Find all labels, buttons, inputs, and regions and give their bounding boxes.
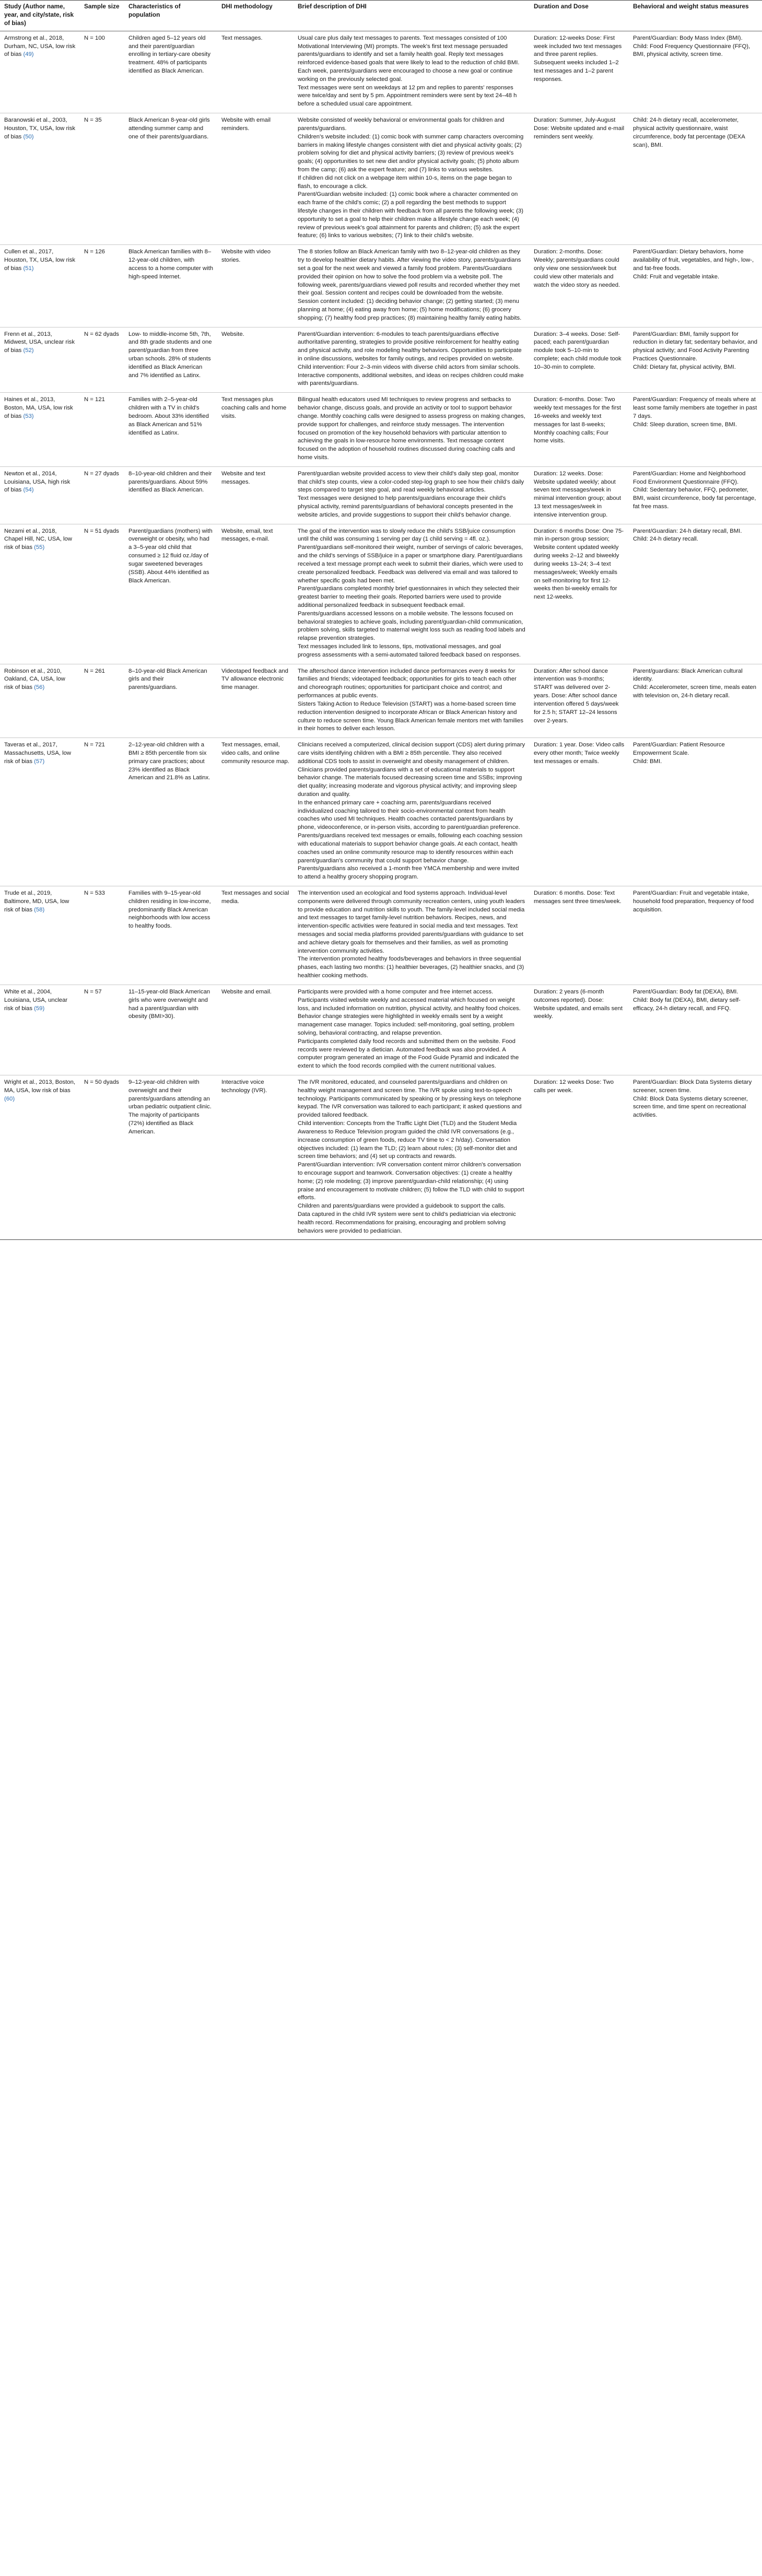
table-row — [0, 466, 762, 524]
header-population: Characteristics of population — [124, 1, 217, 31]
table-row — [0, 664, 762, 738]
description-paragraph: Each week, parents/guardians were encouraged to choose a new goal or continue working on the previously selected goal. — [298, 68, 513, 83]
header-dhi-methodology: DHI methodology — [217, 1, 294, 31]
cell-dhi-description — [294, 327, 530, 393]
table-row — [0, 985, 762, 1075]
cell-dhi-methodology: Text messages plus coaching calls and home visits. — [217, 393, 294, 467]
cell-duration-dose: Duration: 6 months. Dose: Text messages sent three times/week. — [530, 886, 629, 985]
cell-population: Parent/guardians (mothers) with overweight or obesity, who had a 3–5-year old child that consumed ≥ 12 fluid oz./day of sugar sweetened beverages (SSB). About 44% identified as Black American. — [124, 524, 217, 664]
cell-study — [0, 466, 80, 524]
description-paragraph: The goal of the intervention was to slowly reduce the child's SSB/juice consumption until the child was consuming 1 serving per day (1 child serving = 4fl. oz.). — [298, 528, 515, 543]
cell-sample-size: N = 100 — [80, 31, 124, 113]
cell-measures: Parent/Guardian: 24-h dietary recall, BMI. Child: 24-h dietary recall. — [629, 524, 762, 664]
description-paragraph: Text messages were sent on weekdays at 12 pm and replies to parents' responses were twice/day and sent by 5 pm. Appointment reminders were sent by text 24–48 h before a scheduled usual care appointment. — [298, 84, 517, 108]
cell-population: Families with 2–5-year-old children with a TV in child's bedroom. About 33% identified as Black American and 51% identified as Latinx. — [124, 393, 217, 467]
cell-measures: Parent/Guardian: Block Data Systems dietary screener, screen time. Child: Block Data Systems dietary screener, screen time, and time spent on recreational activities. — [629, 1075, 762, 1240]
description-paragraph: Data captured in the child IVR system were sent to child's pediatrician via electronic health record. Recommendations for praising, encouraging and problem solving behaviors were provided to pediatrician. — [298, 1211, 516, 1234]
cell-dhi-methodology: Text messages and social media. — [217, 886, 294, 985]
cell-duration-dose: Duration: 2-months. Dose: Weekly; parents/guardians could only view one session/week but could view other materials and watch the video story as needed. — [530, 245, 629, 327]
study-citation: Frenn et al., 2013, Midwest, USA, unclear risk of bias — [4, 331, 75, 354]
cell-study — [0, 524, 80, 664]
description-paragraph: The IVR monitored, educated, and counseled parents/guardians and children on healthy weight management and screen time. The IVR spoke using text-to-speech technology. Participants communicated by speaking or by pressing keys on telephone keypad. The IVR conversation was tailored to each participant; it asked questions and provided tailored feedback. — [298, 1079, 522, 1119]
description-paragraph: Children's website included: (1) comic book with summer camp characters overcoming barriers in making lifestyle changes consistent with diet and physical activity goals; (2) problem solving for diet and physical activity barriers; (3) review of previous week's goals; (4) opportunities to set new diet and/or physical activity goals; (5) photo album from the camp; (6) ask the expert feature; and (7) links to various websites. — [298, 133, 524, 173]
cell-measures: Parent/Guardian: Body fat (DEXA), BMI. Child: Body fat (DEXA), BMI, dietary self-efficacy, 24-h dietary recall, and FFQ. — [629, 985, 762, 1075]
description-paragraph: Child intervention: Concepts from the Traffic Light Diet (TLD) and the Student Media Awareness to Reduce Television program guided the child IVR conversations (e.g., increase consumption of green foods, reduce TV time to < 2 h/day). Conversation objectives included: (1) learn the TLD; (2) learn about rules; (3) self-monitor diet and screen time behaviors; and (4) set up contracts and rewards. — [298, 1120, 517, 1160]
cell-dhi-description — [294, 886, 530, 985]
table-row — [0, 393, 762, 467]
cell-dhi-methodology: Text messages. — [217, 31, 294, 113]
study-citation: Wright et al., 2013, Boston, MA, USA, low risk of bias — [4, 1079, 76, 1094]
header-sample-size: Sample size — [80, 1, 124, 31]
cell-study — [0, 985, 80, 1075]
description-paragraph: Text messages included link to lessons, tips, motivational messages, and goal progress assessments with a semi-automated tailored feedback based on responses. — [298, 643, 521, 658]
cell-duration-dose: Duration: Summer, July-August Dose: Website updated and e-mail reminders sent weekly. — [530, 113, 629, 245]
header-study: Study (Author name, year, and city/state, risk of bias) — [0, 1, 80, 31]
cell-dhi-description — [294, 738, 530, 886]
cell-dhi-methodology: Website with video stories. — [217, 245, 294, 327]
cell-study — [0, 31, 80, 113]
cell-dhi-methodology: Interactive voice technology (IVR). — [217, 1075, 294, 1240]
cell-dhi-description — [294, 1075, 530, 1240]
cell-measures: Parent/Guardian: Frequency of meals where at least some family members ate together in past 7 days. Child: Sleep duration, screen time, BMI. — [629, 393, 762, 467]
cell-study — [0, 738, 80, 886]
cell-study — [0, 327, 80, 393]
description-paragraph: Parent/guardians completed monthly brief questionnaires in which they selected their greatest barrier to meeting their goals. Reported barriers were used to provide additional personalized feedback in subsequent feedback email. — [298, 586, 520, 608]
description-paragraph: Usual care plus daily text messages to parents. Text messages consisted of 100 Motivational Interviewing (MI) prompts. The week's first text message persuaded parents/guardians to identify and set a family health goal. Reply text messages reinforced evidence-based goals that were likely to lead to the reduction of child BMI. — [298, 34, 520, 66]
description-paragraph: Participants were provided with a home computer and free internet access. Participants visited website weekly and accessed material which focused on weight loss, and included information on nutrition, physical activity, and healthy food choices. Behavior change strategies were highlighted in weekly emails sent by a weight management case manager. Topics included: self-monitoring, goal setting, problem solving, behavioral contracting, and relapse prevention. — [298, 988, 521, 1036]
description-paragraph: Text messages were designed to help parents/guardians encourage their child's physical activity, remind parents/guardians of behavioral concepts presented in the website articles, and provide suggestions to support their child's behavior change. — [298, 495, 513, 518]
reference-link[interactable]: (58) — [34, 906, 45, 913]
description-paragraph: The afterschool dance intervention included dance performances every 8 weeks for families and friends; videotaped feedback; opportunities for girls to teach each other and choreograph routines; opportunities for participant choice and control; and performances at public events. — [298, 668, 517, 699]
study-citation: Taveras et al., 2017, Massachusetts, USA, low risk of bias — [4, 742, 72, 765]
cell-measures: Parent/Guardian: Home and Neighborhood Food Environment Questionnaire (FFQ). Child: Sedentary behavior, FFQ, pedometer, BMI, waist circumference, body fat percentage, fat free mass. — [629, 466, 762, 524]
cell-sample-size: N = 57 — [80, 985, 124, 1075]
cell-measures: Parent/Guardian: Body Mass Index (BMI). Child: Food Frequency Questionnaire (FFQ), BMI, physical activity, screen time. — [629, 31, 762, 113]
table-row — [0, 524, 762, 664]
reference-link[interactable]: (55) — [34, 544, 45, 551]
reference-link[interactable]: (49) — [23, 51, 34, 58]
cell-dhi-description — [294, 664, 530, 738]
reference-link[interactable]: (53) — [23, 413, 34, 419]
cell-sample-size: N = 51 dyads — [80, 524, 124, 664]
table-row — [0, 245, 762, 327]
cell-duration-dose: Duration: 6-months. Dose: Two weekly text messages for the first 16-weeks and weekly text messages for last 8-weeks; Monthly coaching calls; Four home visits. — [530, 393, 629, 467]
cell-measures: Parent/Guardian: BMI, family support for reduction in dietary fat; sedentary behavior, and physical activity; and Food Activity Parenting Practices Questionnaire. Child: Dietary fat, physical activity, BMI. — [629, 327, 762, 393]
description-paragraph: Participants completed daily food records and submitted them on the website. Food records were reviewed by a dietician. Automated feedback was also provided. A computer program generated an image of the Food Guide Pyramid and indicated the extent to which the food records complied with the current nutritional values. — [298, 1038, 519, 1070]
table-body — [0, 31, 762, 1240]
reference-link[interactable]: (59) — [34, 1005, 45, 1012]
description-paragraph: Parents/guardians accessed lessons on a mobile website. The lessons focused on behavioral strategies to achieve goals, including parent/guardian-child communication, problem solving, skills targeted to maternal weight loss such as reading food labels and relapse prevention strategies. — [298, 610, 525, 642]
description-paragraph: Children and parents/guardians were provided a guidebook to support the calls. — [298, 1203, 506, 1210]
cell-study — [0, 664, 80, 738]
reference-link[interactable]: (57) — [34, 758, 45, 765]
description-paragraph: Parents/guardians also received a 1-month free YMCA membership and were invited to attend a healthy grocery shopping program. — [298, 865, 519, 881]
cell-dhi-methodology: Website and email. — [217, 985, 294, 1075]
cell-dhi-description — [294, 524, 530, 664]
cell-study — [0, 393, 80, 467]
reference-link[interactable]: (50) — [23, 133, 34, 140]
reference-link[interactable]: (54) — [23, 487, 34, 494]
description-paragraph: Parent/Guardian intervention: 6-modules to teach parents/guardians effective authoritative parenting, strategies to provide positive reinforcement for healthy eating and physical activity, and role modeling healthy behaviors. Opportunities to participate in online discussions, websites for family outings, and recipes provided on website. — [298, 331, 522, 362]
study-citation: Cullen et al., 2017, Houston, TX, USA, low risk of bias — [4, 249, 76, 272]
cell-population: 9–12-year-old children with overweight and their parents/guardians attending an urban pediatric outpatient clinic. The majority of participants (72%) identified as Black American. — [124, 1075, 217, 1240]
study-citation: Nezami et al., 2018, Chapel Hill, NC, USA, low risk of bias — [4, 528, 72, 551]
cell-duration-dose: Duration: 12 weeks Dose: Two calls per week. — [530, 1075, 629, 1240]
cell-dhi-description — [294, 31, 530, 113]
cell-sample-size: N = 721 — [80, 738, 124, 886]
cell-study — [0, 1075, 80, 1240]
reference-link[interactable]: (52) — [23, 347, 34, 354]
cell-population: 8–10-year-old children and their parents/guardians. About 59% identified as Black American. — [124, 466, 217, 524]
header-dhi-description: Brief description of DHI — [294, 1, 530, 31]
cell-sample-size: N = 50 dyads — [80, 1075, 124, 1240]
study-citation: Robinson et al., 2010, Oakland, CA, USA, low risk of bias — [4, 668, 65, 691]
table-header — [0, 1, 762, 31]
cell-sample-size: N = 121 — [80, 393, 124, 467]
cell-population: 2–12-year-old children with a BMI ≥ 85th percentile from six primary care practices; about 23% identified as Black American and 21.8% as Latinx. — [124, 738, 217, 886]
header-row — [0, 1, 762, 31]
cell-population: Black American 8-year-old girls attending summer camp and one of their parents/guardians. — [124, 113, 217, 245]
study-citation: Baranowski et al., 2003, Houston, TX, USA, low risk of bias — [4, 117, 76, 140]
study-citation: Newton et al., 2014, Louisiana, USA, high risk of bias — [4, 470, 71, 494]
cell-dhi-methodology: Website, email, text messages, e-mail. — [217, 524, 294, 664]
description-paragraph: Parent/guardian website provided access to view their child's daily step goal, monitor that child's step counts, view a color-coded step-log graph to see how their child's daily steps compared to target step goal, and read weekly behavioral articles. — [298, 470, 524, 494]
cell-measures: Parent/Guardian: Dietary behaviors, home availability of fruit, vegetables, and high-, low-, and fat-free foods. Child: Fruit and vegetable intake. — [629, 245, 762, 327]
cell-measures: Child: 24-h dietary recall, accelerometer, physical activity questionnaire, waist circumference, body fat percentage (DEXA scan), BMI. — [629, 113, 762, 245]
description-paragraph: Clinicians received a computerized, clinical decision support (CDS) alert during primary care visits identifying children with a BMI ≥ 85th percentile. They also received additional CDS tools to assist in overweight and obesity management of children. Clinicians provided parents/guardians with a set of educational materials to support behavior change. The materials focused decreasing screen time and SSBs; improving diet quality; increasing moderate and vigorous physical activity; and improving sleep duration and quality. — [298, 742, 525, 798]
cell-population: Families with 9–15-year-old children residing in low-income, predominantly Black American neighborhoods with low access to healthy foods. — [124, 886, 217, 985]
cell-dhi-description — [294, 985, 530, 1075]
cell-duration-dose: Duration: 3–4 weeks. Dose: Self-paced; each parent/guardian module took 5–10-min to complete; each child module took 10–30-min to complete. — [530, 327, 629, 393]
cell-sample-size: N = 62 dyads — [80, 327, 124, 393]
cell-dhi-methodology: Website and text messages. — [217, 466, 294, 524]
header-measures: Behavioral and weight status measures — [629, 1, 762, 31]
table-row — [0, 327, 762, 393]
cell-sample-size: N = 27 dyads — [80, 466, 124, 524]
description-paragraph: The intervention promoted healthy foods/beverages and behaviors in three sequential phases, each lasting two months: (1) healthier beverages, (2) healthier snacks, and (3) healthier cooking methods. — [298, 956, 524, 979]
table-row — [0, 113, 762, 245]
cell-sample-size: N = 533 — [80, 886, 124, 985]
description-paragraph: The 8 stories follow an Black American family with two 8–12-year-old children as they try to develop healthier dietary habits. After viewing the video story, parents/guardians set a goal for the next week and viewed a family food problem. Parents/Guardians provided their opinion on how to solve the food problem via a website poll. The following week, parents/guardians viewed poll results and recorded whether they met their goal. Session content and recipes could be downloaded from the website. Session content included: (1) deciding behavior change; (2) getting started; (3) menu planning at home; (4) eating away from home; (5) home modifications; (6) grocery shopping; (7) healthy food prep practices; (8) maintaining healthy family eating habits. — [298, 249, 522, 321]
cell-study — [0, 245, 80, 327]
cell-sample-size: N = 261 — [80, 664, 124, 738]
cell-measures: Parent/guardians: Black American cultural identity. Child: Accelerometer, screen time, meals eaten with television on, 24-h dietary recall. — [629, 664, 762, 738]
study-citation: Haines et al., 2013, Boston, MA, USA, low risk of bias — [4, 396, 73, 419]
studies-table — [0, 0, 762, 1240]
description-paragraph: Sisters Taking Action to Reduce Television (START) was a home-based screen time reduction intervention designed to incorporate African or Black American history and culture to reduce screen time. Young Black American female mentors met with families in their homes to deliver each lesson. — [298, 700, 523, 732]
description-paragraph: Child intervention: Four 2–3-min videos with diverse child actors from similar schools. Interactive components, additional websites, and ideas on recipes children could make with parents/guardians. — [298, 364, 524, 387]
cell-population: Low- to middle-income 5th, 7th, and 8th grade students and one parent/guardian from three urban schools. 28% of students identified as Black American and 7% identified as Latinx. — [124, 327, 217, 393]
cell-duration-dose: Duration: 1 year. Dose: Video calls every other month; Twice weekly text messages or emails. — [530, 738, 629, 886]
cell-duration-dose: Duration: 12 weeks. Dose: Website updated weekly; about seven text messages/week in minimal intervention group; about 13 text messages/week in intensive intervention group. — [530, 466, 629, 524]
reference-link[interactable]: (60) — [4, 1095, 15, 1102]
description-paragraph: Parent/guardians self-monitored their weight, number of servings of caloric beverages, and the child's servings of SSB/juice in a paper or smartphone diary. Parent/guardians received a text message prompt each week to submit their diaries, which were used to create personalized feedback. Feedback was delivered via email and was tailored to whether specific goals had been met. — [298, 544, 523, 584]
cell-sample-size: N = 35 — [80, 113, 124, 245]
cell-duration-dose: Duration: 2 years (6-month outcomes reported). Dose: Website updated, and emails sent weekly. — [530, 985, 629, 1075]
study-citation: Trude et al., 2019, Baltimore, MD, USA, low risk of bias — [4, 889, 69, 913]
cell-duration-dose: Duration: 6 months Dose: One 75-min in-person group session; Website content updated weekly during weeks 2–12 and biweekly during weeks 13–24; 3–4 text messages/week; Weekly emails on self-monitoring for first 12-weeks then bi-weekly emails for next 12-weeks. — [530, 524, 629, 664]
header-duration-dose: Duration and Dose — [530, 1, 629, 31]
study-citation: Armstrong et al., 2018, Durham, NC, USA, low risk of bias — [4, 34, 76, 58]
cell-dhi-methodology: Website. — [217, 327, 294, 393]
cell-population: Black American families with 8–12-year-old children, with access to a home computer with high-speed Internet. — [124, 245, 217, 327]
reference-link[interactable]: (51) — [23, 265, 34, 272]
description-paragraph: The intervention used an ecological and food systems approach. Individual-level components were delivered through community recreation centers, using youth leaders to provide education and nutrition skills to youth. The family-level included social media and text messages to target family-level nutrition behaviors. Recipes, news, and intervention-specific activities were featured in social media and text messages. Text messages and social media platforms provided parents/guardians with guidance to set and achieve dietary goals for themselves and their families, as well as promoting intervention community activities. — [298, 889, 525, 954]
description-paragraph: In the enhanced primary care + coaching arm, parents/guardians received individualized coaching tailored to their socio-environmental context from health coaches who used MI techniques. Health coaches contacted parents/guardians by phone, videoconference, or in-person visits, according to parent/guardian preference. Parents/guardians received text messages or emails, following each coaching session with educational materials to support behavior change goals. At each contact, health coaches used an online community resource map to identify resources within each parent/guardian's community that could support behavior change. — [298, 799, 523, 864]
table-row — [0, 31, 762, 113]
cell-dhi-methodology: Website with email reminders. — [217, 113, 294, 245]
cell-sample-size: N = 126 — [80, 245, 124, 327]
cell-duration-dose: Duration: 12-weeks Dose: First week included two text messages and three parent replies. Subsequent weeks included 1–2 text messages and 1–2 parent responses. — [530, 31, 629, 113]
cell-population: 8–10-year-old Black American girls and their parents/guardians. — [124, 664, 217, 738]
cell-duration-dose: Duration: After school dance intervention was 9-months; START was delivered over 2-years. Dose: After school dance intervention offered 5 days/week for 2.5 h; START 12–24 lessons over 2-years. — [530, 664, 629, 738]
cell-measures: Parent/Guardian: Patient Resource Empowerment Scale. Child: BMI. — [629, 738, 762, 886]
description-paragraph: Parent/Guardian website included: (1) comic book where a character commented on each frame of the child's comic; (2) a poll regarding the best methods to support lifestyle changes in their children with feedback from all parents the following week; (3) opportunity to set a goal to help their children make a lifestyle change each week; (4) review of previous week's goal attainment for parents and children; (5) ask the expert feature; (6) links to various websites; (7) link to their child's website. — [298, 191, 524, 239]
cell-population: Children aged 5–12 years old and their parent/guardian enrolling in tertiary-care obesity treatment. 48% of participants identified as Black American. — [124, 31, 217, 113]
cell-dhi-description — [294, 113, 530, 245]
cell-measures: Parent/Guardian: Fruit and vegetable intake, household food preparation, frequency of food acquisition. — [629, 886, 762, 985]
cell-study — [0, 886, 80, 985]
cell-population: 11–15-year-old Black American girls who were overweight and had a parent/guardian with obesity (BMI>30). — [124, 985, 217, 1075]
description-paragraph: Website consisted of weekly behavioral or environmental goals for children and parents/guardians. — [298, 117, 505, 132]
table-row — [0, 738, 762, 886]
description-paragraph: Bilingual health educators used MI techniques to review progress and setbacks to behavior change, discuss goals, and provide an activity or tool to support behavior change. Monthly coaching calls were designed to assess progress on making changes, provide support for challenges, and reinforce study messages. The intervention focused on promotion of the key household behaviors with particular attention to achieving the goals in low-resource home environments. Text message content focused on the adoption of household routines discussed during coaching calls and home visits. — [298, 396, 525, 461]
study-citation: White et al., 2004, Louisiana, USA, unclear risk of bias — [4, 988, 68, 1012]
description-paragraph: Parent/Guardian intervention: IVR conversation content mirror children's conversation to encourage support and teamwork. Conversation objectives: (1) create a healthy home; (2) role modeling; (3) improve parent/guardian-child relationship; (4) using praise and encouragement to motivate children; (5) follow the TLD with child to support efforts. — [298, 1162, 524, 1201]
cell-dhi-description — [294, 393, 530, 467]
table-row — [0, 886, 762, 985]
description-paragraph: If children did not click on a webpage item within 10-s, items on the page began to flash, to encourage a click. — [298, 174, 512, 190]
cell-dhi-description — [294, 466, 530, 524]
reference-link[interactable]: (56) — [34, 684, 45, 691]
table-row — [0, 1075, 762, 1240]
cell-study — [0, 113, 80, 245]
cell-dhi-methodology: Videotaped feedback and TV allowance electronic time manager. — [217, 664, 294, 738]
cell-dhi-description — [294, 245, 530, 327]
cell-dhi-methodology: Text messages, email, video calls, and online community resource map. — [217, 738, 294, 886]
